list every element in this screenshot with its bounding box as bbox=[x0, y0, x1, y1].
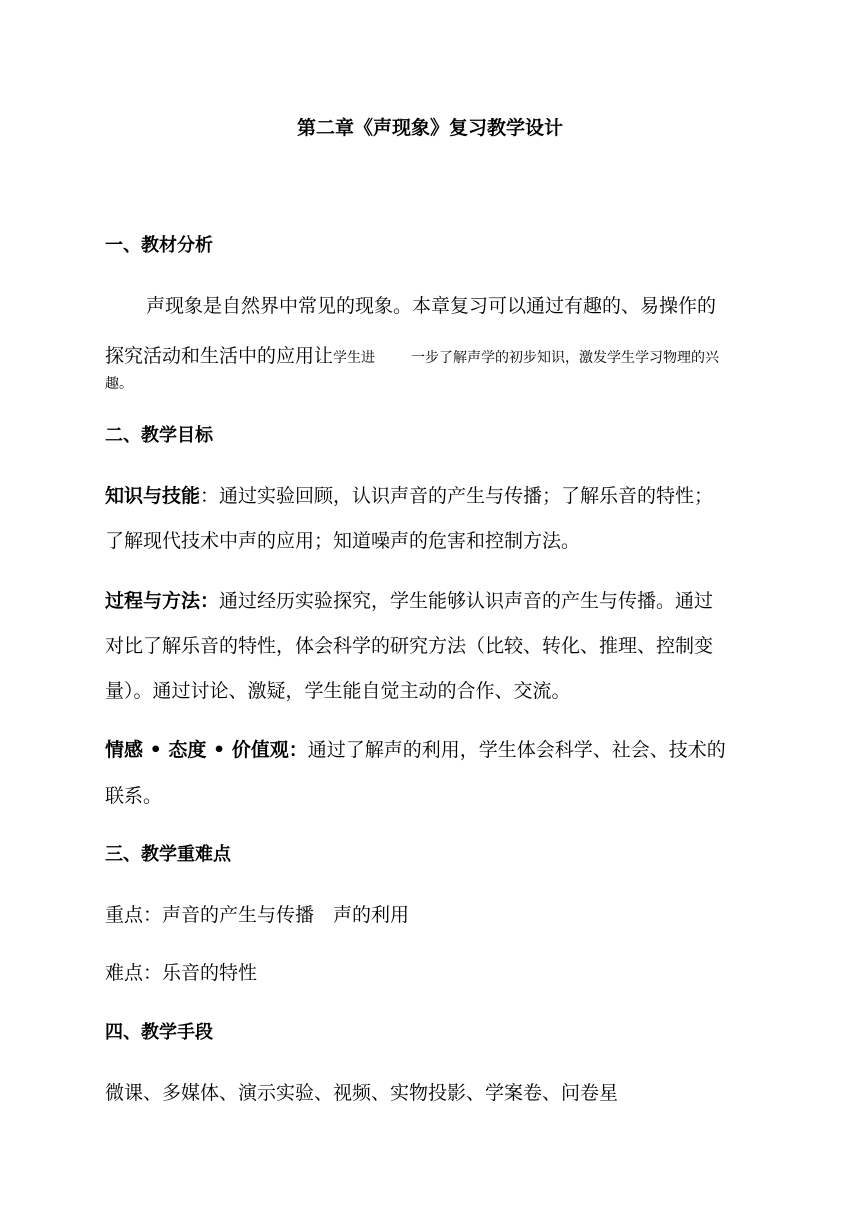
objective-text: 通过经历实验探究，学生能够认识声音的产生与传播。通过 bbox=[219, 590, 714, 612]
paragraph-line bbox=[105, 342, 757, 372]
paragraph-line: 趣。 bbox=[105, 376, 133, 392]
section-heading-textbook-analysis: 一、教材分析 bbox=[105, 235, 213, 256]
paragraph-line: 声现象是自然界中常见的现象。本章复习可以通过有趣的、易操作的 bbox=[146, 295, 717, 317]
key-point: 重点：声音的产生与传播 声的利用 bbox=[105, 904, 410, 926]
objective-label: 情感 • 态度 • 价值观： bbox=[105, 739, 308, 761]
objective-process bbox=[105, 587, 757, 615]
objective-knowledge bbox=[105, 482, 757, 510]
paragraph-line: 量）。通过讨论、激疑，学生能自觉主动的合作、交流。 bbox=[105, 680, 571, 702]
paragraph-text: 一步了解声学的初步知识，激发学生学习物理的兴 bbox=[411, 350, 720, 366]
objective-text: ：通过实验回顾，认识声音的产生与传播；了解乐音的特性； bbox=[200, 485, 714, 507]
objective-label: 过程与方法： bbox=[105, 590, 220, 612]
paragraph-line: 了解现代技术中声的应用；知道噪声的危害和控制方法。 bbox=[105, 530, 581, 552]
paragraph-text: 学生进 bbox=[333, 350, 376, 366]
objective-label: 知识与技能 bbox=[105, 485, 201, 507]
paragraph-line: 对比了解乐音的特性，体会科学的研究方法（比较、转化、推理、控制变 bbox=[105, 635, 714, 657]
objective-text: 通过了解声的利用，学生体会科学、社会、技术的 bbox=[307, 739, 726, 761]
paragraph-text: 探究活动和生活中的应用让 bbox=[105, 345, 334, 367]
section-heading-key-difficult-points: 三、教学重难点 bbox=[105, 844, 231, 865]
section-heading-teaching-objectives: 二、教学目标 bbox=[105, 425, 213, 446]
teaching-means: 微课、多媒体、演示实验、视频、实物投影、学案卷、问卷星 bbox=[105, 1082, 619, 1104]
objective-emotion bbox=[105, 736, 757, 764]
paragraph-line: 联系。 bbox=[105, 785, 163, 807]
document-title: 第二章《声现象》复习教学设计 bbox=[296, 117, 563, 139]
section-heading-teaching-means: 四、教学手段 bbox=[105, 1022, 213, 1043]
difficult-point: 难点：乐音的特性 bbox=[105, 962, 258, 984]
